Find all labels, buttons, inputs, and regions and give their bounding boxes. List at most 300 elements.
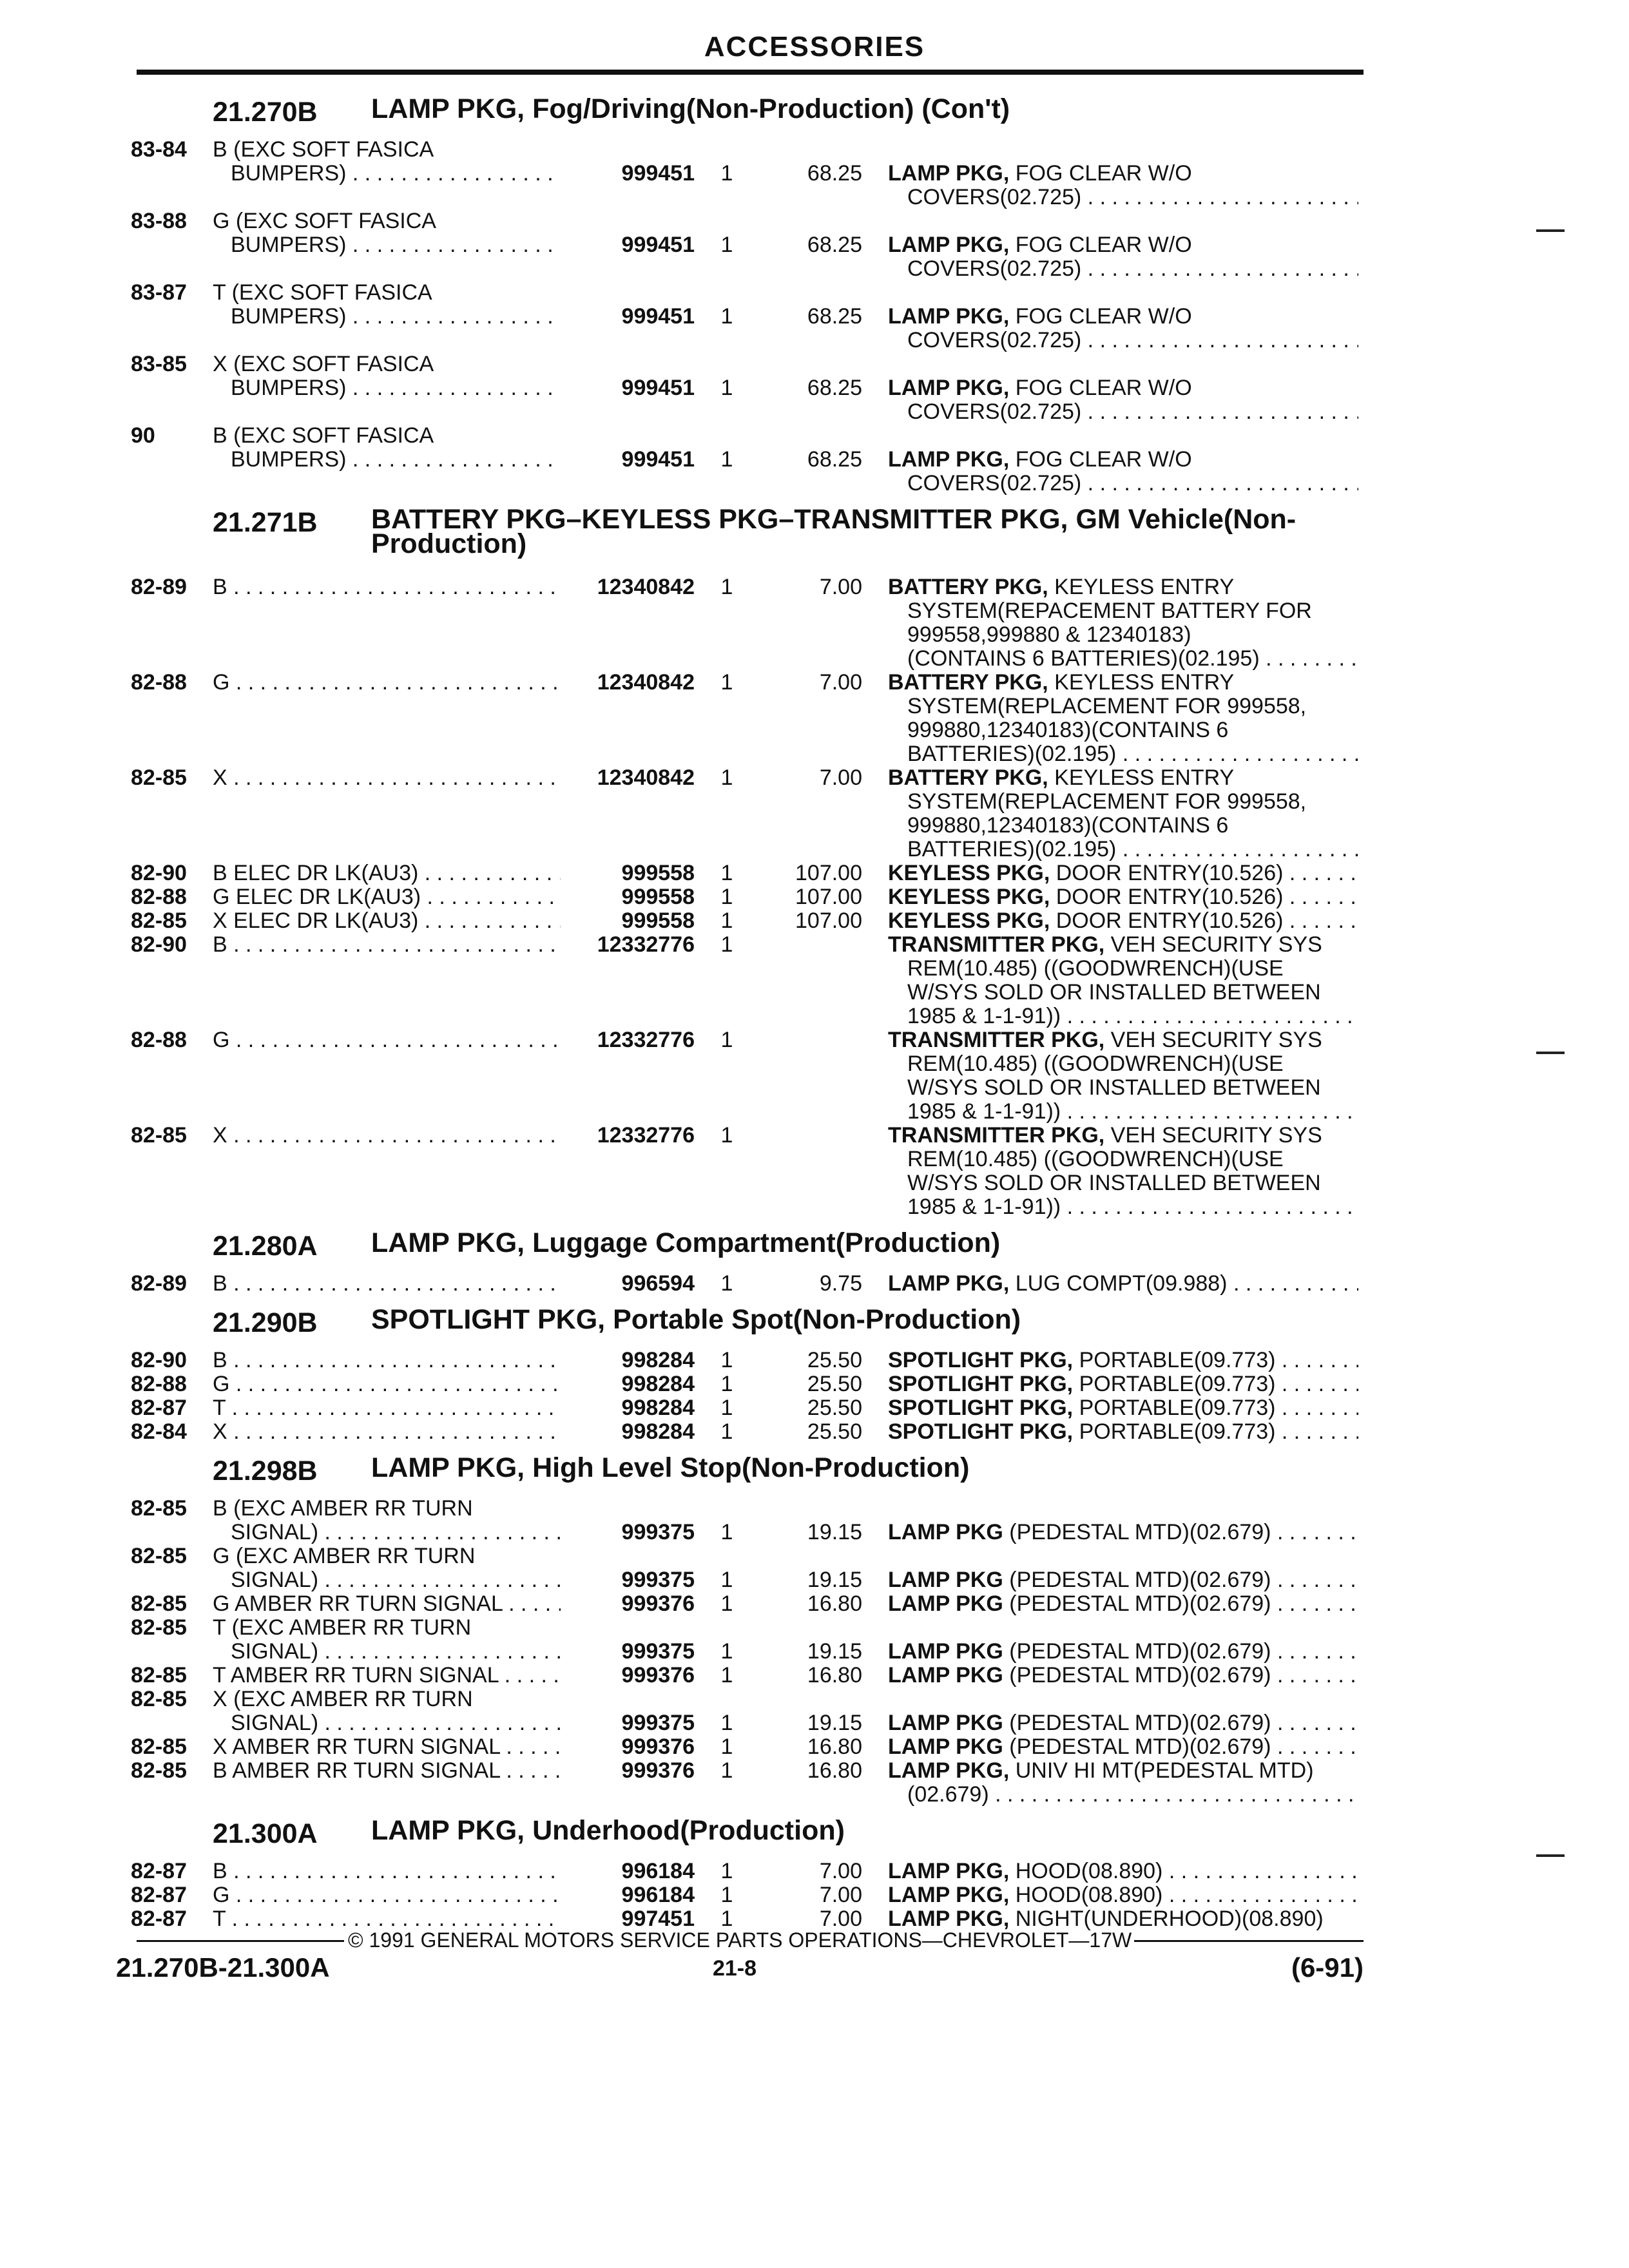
- part-number: 12332776: [597, 932, 695, 957]
- table-row: [0, 1592, 1629, 1616]
- part-description-name: LAMP PKG,: [888, 305, 1010, 329]
- part-description-name: LAMP PKG: [888, 1568, 1003, 1592]
- price: 107.00: [795, 861, 862, 885]
- part-description-text: (PEDESTAL MTD)(02.679): [1003, 1521, 1271, 1544]
- table-row: [0, 1735, 1629, 1759]
- part-description: [888, 305, 1358, 329]
- table-row: [0, 1148, 1629, 1171]
- model-years: 82-89: [131, 575, 187, 599]
- table-row: [0, 861, 1629, 885]
- part-description-text: FOG CLEAR W/O: [1009, 233, 1192, 257]
- price: 68.25: [807, 233, 862, 257]
- table-row: [0, 1711, 1629, 1735]
- part-description-text: REM(10.485) ((GOODWRENCH)(USE: [907, 1148, 1284, 1171]
- part-description-name: SPOTLIGHT PKG,: [888, 1372, 1074, 1396]
- application-desc: BUMPERS) . . .: [231, 233, 561, 257]
- application-desc: T . . .: [213, 1396, 561, 1420]
- part-number: 12340842: [597, 575, 695, 599]
- part-number: 996594: [621, 1271, 695, 1296]
- part-description: [888, 885, 1358, 909]
- table-row: [0, 305, 1629, 329]
- table-row: [0, 623, 1629, 647]
- part-description-text: LUG COMPT(09.988): [1009, 1272, 1228, 1296]
- part-description: [888, 448, 1358, 472]
- part-description: [888, 1372, 1358, 1396]
- application-desc: BUMPERS) . . .: [231, 376, 561, 400]
- footer-date: (6-91): [1291, 1952, 1364, 1983]
- quantity: 1: [720, 447, 733, 472]
- header-rule: [137, 70, 1364, 75]
- table-row: [0, 1860, 1629, 1883]
- model-years: 82-88: [131, 670, 187, 695]
- table-row: [0, 1907, 1629, 1931]
- application-desc: G . . .: [213, 671, 561, 695]
- part-description: [907, 1171, 1358, 1195]
- section-code: 21.298B: [213, 1456, 318, 1486]
- part-description: [907, 257, 1358, 281]
- table-row: [0, 1004, 1629, 1028]
- model-years: 82-90: [131, 932, 187, 957]
- model-years: 82-85: [131, 908, 187, 933]
- quantity: 1: [720, 1735, 733, 1759]
- model-years: 82-85: [131, 1758, 187, 1783]
- application-desc: G (EXC AMBER RR TURN: [213, 1544, 476, 1568]
- part-description-text: SYSTEM(REPLACEMENT FOR 999558,: [907, 695, 1307, 718]
- quantity: 1: [720, 908, 733, 933]
- table-row: [0, 257, 1629, 281]
- price: 19.15: [807, 1711, 862, 1735]
- part-number: 999376: [621, 1758, 695, 1783]
- price: 16.80: [807, 1591, 862, 1616]
- part-description-text: W/SYS SOLD OR INSTALLED BETWEEN: [907, 1171, 1321, 1195]
- model-years: 82-88: [131, 1372, 187, 1396]
- model-years: 82-84: [131, 1419, 187, 1444]
- part-description-text: NIGHT(UNDERHOOD)(08.890): [1009, 1907, 1324, 1931]
- table-row: [0, 909, 1629, 933]
- part-description: [888, 861, 1358, 885]
- section-code: 21.290B: [213, 1307, 318, 1338]
- part-description-text: VEH SECURITY SYS: [1104, 1028, 1322, 1052]
- application-desc: BUMPERS) . . .: [231, 162, 561, 186]
- model-years: 83-84: [131, 137, 187, 162]
- part-description: [907, 957, 1358, 981]
- part-description-text: (PEDESTAL MTD)(02.679): [1003, 1711, 1271, 1735]
- table-row: [0, 162, 1629, 186]
- part-description: [907, 1052, 1358, 1076]
- part-description-text: SYSTEM(REPACEMENT BATTERY FOR: [907, 599, 1312, 623]
- part-description-name: KEYLESS PKG,: [888, 861, 1050, 885]
- part-description: [888, 909, 1358, 933]
- part-number: 999375: [621, 1568, 695, 1592]
- application-desc: G ELEC DR LK(AU3) . . .: [213, 885, 561, 909]
- part-number: 998284: [621, 1348, 695, 1372]
- application-desc: T (EXC SOFT FASICA: [213, 281, 432, 305]
- parts-listing: [0, 85, 1629, 1931]
- part-description-name: LAMP PKG,: [888, 1907, 1010, 1931]
- part-description: [888, 162, 1358, 186]
- part-description: [907, 400, 1358, 424]
- table-row: [0, 329, 1629, 352]
- part-description-text: FOG CLEAR W/O: [1009, 376, 1192, 400]
- model-years: 82-85: [131, 765, 187, 790]
- part-description-text: (CONTAINS 6 BATTERIES)(02.195): [907, 647, 1260, 671]
- application-desc: B . . .: [213, 1272, 561, 1296]
- section-code: 21.300A: [213, 1818, 318, 1849]
- table-row: [0, 814, 1629, 838]
- table-row: [0, 209, 1629, 233]
- part-description: [907, 1076, 1358, 1100]
- quantity: 1: [720, 1907, 733, 1931]
- application-desc: X (EXC AMBER RR TURN: [213, 1687, 473, 1711]
- section-code: 21.271B: [213, 507, 318, 538]
- part-description-text: VEH SECURITY SYS: [1104, 1124, 1322, 1148]
- part-number: 999375: [621, 1711, 695, 1735]
- application-desc: T (EXC AMBER RR TURN: [213, 1616, 472, 1640]
- quantity: 1: [720, 1883, 733, 1907]
- table-row: [0, 1349, 1629, 1372]
- part-description-text: W/SYS SOLD OR INSTALLED BETWEEN: [907, 1076, 1321, 1100]
- part-description-name: LAMP PKG,: [888, 1272, 1010, 1296]
- application-desc: BUMPERS) . . .: [231, 448, 561, 472]
- part-number: 999451: [621, 447, 695, 472]
- part-description-name: LAMP PKG: [888, 1711, 1003, 1735]
- application-desc: B . . .: [213, 1860, 561, 1883]
- part-description-name: SPOTLIGHT PKG,: [888, 1349, 1074, 1372]
- quantity: 1: [720, 1419, 733, 1444]
- table-row: [0, 1497, 1629, 1521]
- application-desc: G . . .: [213, 1372, 561, 1396]
- application-desc: X (EXC SOFT FASICA: [213, 352, 434, 376]
- part-description-text: FOG CLEAR W/O: [1009, 305, 1192, 329]
- table-row: [0, 1640, 1629, 1664]
- table-row: [0, 1272, 1629, 1296]
- part-description-text: REM(10.485) ((GOODWRENCH)(USE: [907, 1052, 1284, 1076]
- application-desc: X AMBER RR TURN SIGNAL . . .: [213, 1735, 561, 1759]
- part-description: [907, 623, 1358, 647]
- margin-mark: [1536, 1052, 1565, 1054]
- model-years: 82-88: [131, 1028, 187, 1052]
- table-row: [0, 695, 1629, 718]
- table-row: [0, 1100, 1629, 1124]
- application-desc: SIGNAL) . . .: [231, 1640, 561, 1664]
- part-description-text: UNIV HI MT(PEDESTAL MTD): [1009, 1759, 1314, 1783]
- part-description: [888, 1396, 1358, 1420]
- table-row: [0, 352, 1629, 376]
- price: 25.50: [807, 1348, 862, 1372]
- part-description-text: BATTERIES)(02.195): [907, 742, 1117, 766]
- table-row: [0, 790, 1629, 814]
- table-row: [0, 1883, 1629, 1907]
- part-description: [907, 790, 1358, 814]
- table-row: [0, 718, 1629, 742]
- section-heading: [0, 1223, 1629, 1272]
- quantity: 1: [720, 1123, 733, 1148]
- model-years: 83-85: [131, 352, 187, 376]
- table-row: [0, 448, 1629, 472]
- part-description: [888, 1568, 1358, 1592]
- table-row: [0, 885, 1629, 909]
- price: 7.00: [819, 765, 862, 790]
- application-desc: BUMPERS) . . .: [231, 305, 561, 329]
- part-description-name: LAMP PKG,: [888, 448, 1010, 472]
- part-description: [888, 1664, 1358, 1687]
- part-description-name: LAMP PKG: [888, 1735, 1003, 1759]
- part-description-name: LAMP PKG,: [888, 233, 1010, 257]
- part-description-text: PORTABLE(09.773): [1073, 1372, 1276, 1396]
- part-description: [888, 1640, 1358, 1664]
- part-description: [888, 233, 1358, 257]
- part-description: [907, 1148, 1358, 1171]
- model-years: 82-90: [131, 1348, 187, 1372]
- table-row: [0, 1420, 1629, 1444]
- table-row: [0, 1171, 1629, 1195]
- table-row: [0, 1372, 1629, 1396]
- part-description: [907, 1100, 1358, 1124]
- table-row: [0, 1521, 1629, 1544]
- part-description-text: PORTABLE(09.773): [1073, 1396, 1276, 1420]
- section-heading: [0, 89, 1629, 138]
- quantity: 1: [720, 861, 733, 885]
- table-row: [0, 233, 1629, 257]
- part-description: [888, 1124, 1358, 1148]
- price: 19.15: [807, 1639, 862, 1664]
- table-row: [0, 281, 1629, 305]
- application-desc: B . . .: [213, 575, 561, 599]
- quantity: 1: [720, 885, 733, 909]
- part-number: 998284: [621, 1396, 695, 1420]
- quantity: 1: [720, 161, 733, 186]
- price: 7.00: [819, 1883, 862, 1907]
- part-description-text: PORTABLE(09.773): [1073, 1420, 1276, 1444]
- table-row: [0, 1616, 1629, 1640]
- table-row: [0, 766, 1629, 790]
- part-description-text: (PEDESTAL MTD)(02.679): [1003, 1568, 1271, 1592]
- part-description: [888, 1711, 1358, 1735]
- part-description: [907, 599, 1358, 623]
- part-description: [907, 186, 1358, 209]
- application-desc: B AMBER RR TURN SIGNAL . . .: [213, 1759, 561, 1783]
- part-number: 998284: [621, 1419, 695, 1444]
- part-description-name: TRANSMITTER PKG,: [888, 1124, 1105, 1148]
- part-description-text: KEYLESS ENTRY: [1048, 671, 1235, 695]
- page-header-title: ACCESSORIES: [704, 31, 925, 62]
- part-description: [907, 1195, 1358, 1219]
- table-row: [0, 599, 1629, 623]
- section-heading: [0, 1300, 1629, 1349]
- part-description-name: SPOTLIGHT PKG,: [888, 1396, 1074, 1420]
- application-desc: SIGNAL) . . .: [231, 1711, 561, 1735]
- part-description-text: 1985 & 1-1-91)): [907, 1100, 1061, 1124]
- part-description-text: (02.679): [907, 1783, 989, 1807]
- model-years: 83-88: [131, 209, 187, 233]
- model-years: 83-87: [131, 280, 187, 305]
- part-number: 12332776: [597, 1028, 695, 1052]
- section-title: LAMP PKG, Luggage Compartment(Production): [371, 1227, 1001, 1258]
- part-description: [907, 814, 1358, 838]
- part-description: [907, 1004, 1358, 1028]
- part-number: 999451: [621, 233, 695, 257]
- table-row: [0, 1687, 1629, 1711]
- part-number: 999375: [621, 1520, 695, 1544]
- part-number: 12340842: [597, 670, 695, 695]
- footer-rule-left: [137, 1940, 344, 1942]
- model-years: 82-85: [131, 1544, 187, 1568]
- quantity: 1: [720, 1711, 733, 1735]
- part-description: [888, 1735, 1358, 1759]
- table-row: [0, 575, 1629, 599]
- table-row: [0, 1076, 1629, 1100]
- part-description-text: COVERS(02.725): [907, 472, 1082, 495]
- quantity: 1: [720, 1663, 733, 1687]
- table-row: [0, 1052, 1629, 1076]
- part-number: 12340842: [597, 765, 695, 790]
- price: 9.75: [819, 1271, 862, 1296]
- section-heading: [0, 1448, 1629, 1497]
- quantity: 1: [720, 1591, 733, 1616]
- application-desc: G AMBER RR TURN SIGNAL . . .: [213, 1592, 561, 1616]
- part-number: 999558: [621, 885, 695, 909]
- part-description-name: LAMP PKG: [888, 1664, 1003, 1687]
- part-description: [907, 472, 1358, 495]
- part-description-name: LAMP PKG,: [888, 162, 1010, 186]
- model-years: 82-87: [131, 1859, 187, 1883]
- application-desc: B . . .: [213, 1349, 561, 1372]
- price: 19.15: [807, 1520, 862, 1544]
- part-description-text: KEYLESS ENTRY: [1048, 575, 1235, 599]
- price: 68.25: [807, 447, 862, 472]
- part-description-name: BATTERY PKG,: [888, 575, 1048, 599]
- part-description: [888, 1521, 1358, 1544]
- quantity: 1: [720, 1639, 733, 1664]
- application-desc: B (EXC SOFT FASICA: [213, 138, 434, 162]
- application-desc: X . . .: [213, 766, 561, 790]
- part-description: [907, 647, 1358, 671]
- quantity: 1: [720, 575, 733, 599]
- part-description-name: BATTERY PKG,: [888, 766, 1048, 790]
- part-description: [888, 933, 1358, 957]
- part-description-name: LAMP PKG,: [888, 1860, 1010, 1883]
- model-years: 82-87: [131, 1907, 187, 1931]
- application-desc: X . . .: [213, 1420, 561, 1444]
- application-desc: G . . .: [213, 1883, 561, 1907]
- price: 107.00: [795, 885, 862, 909]
- margin-mark: [1536, 229, 1565, 232]
- part-description-name: TRANSMITTER PKG,: [888, 933, 1105, 957]
- price: 25.50: [807, 1396, 862, 1420]
- part-description: [888, 1272, 1358, 1296]
- model-years: 82-85: [131, 1663, 187, 1687]
- table-row: [0, 1783, 1629, 1807]
- section-title: LAMP PKG, Fog/Driving(Non-Production) (Con't): [371, 93, 1010, 124]
- model-years: 82-85: [131, 1496, 187, 1521]
- model-years: 82-85: [131, 1735, 187, 1759]
- price: 107.00: [795, 908, 862, 933]
- application-desc: T . . .: [213, 1907, 561, 1931]
- section-code: 21.280A: [213, 1231, 318, 1262]
- quantity: 1: [720, 765, 733, 790]
- section-heading: [0, 1811, 1629, 1860]
- table-row: [0, 671, 1629, 695]
- price: 16.80: [807, 1758, 862, 1783]
- part-description-text: SYSTEM(REPLACEMENT FOR 999558,: [907, 790, 1307, 814]
- part-description-text: (PEDESTAL MTD)(02.679): [1003, 1592, 1271, 1616]
- quantity: 1: [720, 670, 733, 695]
- quantity: 1: [720, 1520, 733, 1544]
- quantity: 1: [720, 233, 733, 257]
- quantity: 1: [720, 932, 733, 957]
- application-desc: G (EXC SOFT FASICA: [213, 209, 436, 233]
- table-row: [0, 838, 1629, 861]
- part-number: 999558: [621, 861, 695, 885]
- table-row: [0, 742, 1629, 766]
- part-description-name: LAMP PKG,: [888, 1883, 1010, 1907]
- part-description: [888, 1907, 1358, 1931]
- part-number: 997451: [621, 1907, 695, 1931]
- part-description-text: 999558,999880 & 12340183): [907, 623, 1191, 647]
- model-years: 82-89: [131, 1271, 187, 1296]
- part-description-text: DOOR ENTRY(10.526): [1050, 909, 1284, 933]
- part-description-text: FOG CLEAR W/O: [1009, 448, 1192, 472]
- model-years: 82-85: [131, 1591, 187, 1616]
- part-number: 996184: [621, 1859, 695, 1883]
- section-code: 21.270B: [213, 97, 318, 128]
- table-row: [0, 933, 1629, 957]
- part-description-name: LAMP PKG: [888, 1640, 1003, 1664]
- price: 7.00: [819, 575, 862, 599]
- table-row: [0, 957, 1629, 981]
- part-description-name: LAMP PKG: [888, 1592, 1003, 1616]
- part-description-name: KEYLESS PKG,: [888, 885, 1050, 909]
- price: 68.25: [807, 376, 862, 400]
- part-description-text: BATTERIES)(02.195): [907, 838, 1117, 861]
- quantity: 1: [720, 1372, 733, 1396]
- model-years: 82-85: [131, 1687, 187, 1711]
- footer-page-number: 21-8: [712, 1956, 757, 1981]
- part-number: 996184: [621, 1883, 695, 1907]
- quantity: 1: [720, 1568, 733, 1592]
- part-description: [888, 1420, 1358, 1444]
- price: 7.00: [819, 1907, 862, 1931]
- table-row: [0, 138, 1629, 162]
- quantity: 1: [720, 1758, 733, 1783]
- part-description-name: TRANSMITTER PKG,: [888, 1028, 1105, 1052]
- price: 25.50: [807, 1419, 862, 1444]
- application-desc: B ELEC DR LK(AU3) . . .: [213, 861, 561, 885]
- section-title: BATTERY PKG–KEYLESS PKG–TRANSMITTER PKG, GM Vehicle(Non-Production): [371, 504, 1296, 559]
- quantity: 1: [720, 304, 733, 329]
- price: 19.15: [807, 1568, 862, 1592]
- part-description-text: HOOD(08.890): [1009, 1860, 1163, 1883]
- part-description-text: COVERS(02.725): [907, 329, 1082, 352]
- table-row: [0, 1028, 1629, 1052]
- part-description-text: (PEDESTAL MTD)(02.679): [1003, 1664, 1271, 1687]
- application-desc: B (EXC AMBER RR TURN: [213, 1497, 473, 1521]
- part-number: 999376: [621, 1591, 695, 1616]
- quantity: 1: [720, 1271, 733, 1296]
- part-description-text: DOOR ENTRY(10.526): [1050, 861, 1284, 885]
- part-description: [888, 1349, 1358, 1372]
- margin-mark: [1536, 1854, 1565, 1857]
- part-description: [888, 575, 1358, 599]
- model-years: 82-87: [131, 1396, 187, 1420]
- part-number: 998284: [621, 1372, 695, 1396]
- part-description-text: DOOR ENTRY(10.526): [1050, 885, 1284, 909]
- part-description-text: VEH SECURITY SYS: [1104, 933, 1322, 957]
- table-row: [0, 1195, 1629, 1219]
- section-heading: [0, 499, 1629, 575]
- part-description-text: HOOD(08.890): [1009, 1883, 1163, 1907]
- part-description-text: (PEDESTAL MTD)(02.679): [1003, 1640, 1271, 1664]
